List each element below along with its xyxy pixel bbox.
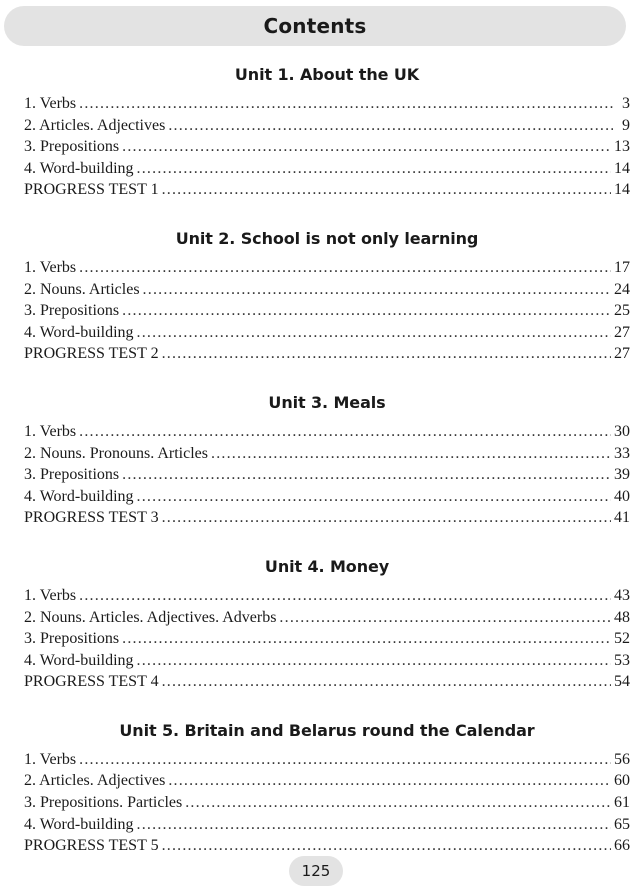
dot-leader	[79, 585, 611, 607]
dot-leader	[137, 158, 611, 180]
dot-leader	[211, 443, 611, 465]
unit-title: Unit 4. Money	[264, 556, 390, 576]
toc-entry-label: 4. Word-building	[24, 487, 134, 505]
toc-entry-page: 52	[614, 630, 630, 648]
toc-entry-page: 17	[614, 258, 630, 276]
toc-entry-label: 4. Word-building	[24, 159, 134, 177]
toc-entry[interactable]	[24, 585, 630, 607]
page-number: 125	[289, 856, 343, 886]
toc-entry-label: PROGRESS TEST 5	[24, 837, 159, 855]
toc-entry-page: 53	[614, 651, 630, 669]
toc-entry-page: 27	[614, 345, 630, 363]
toc-entry-label: 2. Nouns. Articles	[24, 280, 140, 298]
page-title: Contents	[263, 14, 367, 38]
toc-entry[interactable]	[24, 749, 630, 771]
toc-entry[interactable]	[24, 792, 630, 814]
toc-entry-label: 3. Prepositions	[24, 302, 120, 320]
toc-entry[interactable]	[24, 671, 630, 693]
dot-leader	[122, 136, 611, 158]
dot-leader	[122, 464, 611, 486]
toc-entry[interactable]	[24, 93, 630, 115]
dot-leader	[122, 300, 611, 322]
toc-entry[interactable]	[24, 770, 630, 792]
dot-leader	[185, 792, 611, 814]
toc-entry-label: 3. Prepositions	[24, 630, 120, 648]
toc-entry-label: PROGRESS TEST 2	[24, 345, 159, 363]
toc-entry[interactable]	[24, 814, 630, 836]
dot-leader	[162, 343, 611, 365]
toc-entry-page: 14	[614, 159, 630, 177]
table-of-contents	[24, 62, 630, 857]
toc-entry[interactable]	[24, 650, 630, 672]
dot-leader	[137, 322, 611, 344]
toc-entry[interactable]	[24, 628, 630, 650]
dot-leader	[162, 179, 611, 201]
toc-entry-page: 9	[622, 116, 630, 134]
toc-entry[interactable]	[24, 835, 630, 857]
toc-entry[interactable]	[24, 279, 630, 301]
dot-leader	[168, 770, 611, 792]
toc-entry-page: 54	[614, 673, 630, 691]
toc-entry[interactable]	[24, 115, 630, 137]
unit-title: Unit 5. Britain and Belarus round the Calendar	[119, 720, 535, 740]
toc-entry-page: 61	[614, 794, 630, 812]
dot-leader	[162, 507, 611, 529]
toc-entry-page: 40	[614, 487, 630, 505]
toc-entry-page: 66	[614, 837, 630, 855]
section-spacer	[24, 529, 630, 554]
toc-entry-label: 1. Verbs	[24, 422, 77, 440]
toc-entry[interactable]	[24, 158, 630, 180]
toc-entry-page: 60	[614, 772, 630, 790]
dot-leader	[79, 749, 611, 771]
toc-entry-page: 41	[614, 509, 630, 527]
toc-entry-label: PROGRESS TEST 1	[24, 181, 159, 199]
toc-entry-label: PROGRESS TEST 4	[24, 673, 159, 691]
toc-entry-page: 14	[614, 181, 630, 199]
dot-leader	[79, 93, 613, 115]
section-spacer	[24, 201, 630, 226]
dot-leader	[137, 486, 611, 508]
dot-leader	[168, 115, 613, 137]
unit-section	[24, 62, 630, 201]
toc-entry-label: 3. Prepositions	[24, 138, 120, 156]
toc-entry[interactable]	[24, 300, 630, 322]
toc-entry[interactable]	[24, 257, 630, 279]
toc-entry[interactable]	[24, 421, 630, 443]
toc-entry-page: 56	[614, 750, 630, 768]
toc-entry-page: 65	[614, 815, 630, 833]
toc-entry-label: 3. Prepositions	[24, 466, 120, 484]
toc-entry-label: 4. Word-building	[24, 323, 134, 341]
contents-header	[4, 6, 626, 46]
toc-entry-label: 1. Verbs	[24, 95, 77, 112]
section-spacer	[24, 693, 630, 718]
toc-entry-label: 2. Articles. Adjectives	[24, 116, 166, 134]
toc-entry-label: 1. Verbs	[24, 750, 77, 768]
toc-entry-label: 2. Nouns. Pronouns. Articles	[24, 444, 208, 462]
toc-entry-page: 24	[614, 280, 630, 298]
dot-leader	[122, 628, 611, 650]
toc-entry[interactable]	[24, 343, 630, 365]
toc-entry[interactable]	[24, 507, 630, 529]
unit-title: Unit 3. Meals	[268, 392, 386, 412]
toc-entry-label: 4. Word-building	[24, 651, 134, 669]
toc-entry[interactable]	[24, 322, 630, 344]
toc-entry-page: 33	[614, 444, 630, 462]
toc-entry[interactable]	[24, 179, 630, 201]
toc-entry-page: 13	[614, 138, 630, 156]
toc-entry-label: PROGRESS TEST 3	[24, 509, 159, 527]
toc-entry-page: 43	[614, 586, 630, 604]
toc-entry-label: 1. Verbs	[24, 586, 77, 604]
dot-leader	[162, 835, 611, 857]
toc-entry[interactable]	[24, 486, 630, 508]
dot-leader	[279, 607, 611, 629]
toc-entry-label: 1. Verbs	[24, 258, 77, 276]
unit-title: Unit 2. School is not only learning	[175, 228, 479, 248]
unit-section	[24, 554, 630, 693]
dot-leader	[137, 650, 611, 672]
toc-entry-label: 4. Word-building	[24, 815, 134, 833]
toc-entry-label: 2. Nouns. Articles. Adjectives. Adverbs	[24, 608, 277, 626]
unit-section	[24, 226, 630, 365]
unit-title: Unit 1. About the UK	[234, 65, 420, 84]
toc-entry-page: 48	[614, 608, 630, 626]
toc-entry-label: 2. Articles. Adjectives	[24, 772, 166, 790]
toc-entry[interactable]	[24, 136, 630, 158]
dot-leader	[143, 279, 611, 301]
toc-entry-page: 39	[614, 466, 630, 484]
toc-entry[interactable]	[24, 443, 630, 465]
unit-section	[24, 390, 630, 529]
dot-leader	[137, 814, 611, 836]
toc-entry[interactable]	[24, 464, 630, 486]
toc-entry-page: 3	[622, 95, 630, 112]
dot-leader	[79, 421, 611, 443]
toc-entry-label: 3. Prepositions. Particles	[24, 794, 183, 812]
toc-entry-page: 27	[614, 323, 630, 341]
section-spacer	[24, 365, 630, 390]
dot-leader	[79, 257, 611, 279]
toc-entry[interactable]	[24, 607, 630, 629]
toc-entry-page: 25	[614, 302, 630, 320]
unit-section	[24, 718, 630, 857]
toc-entry-page: 30	[614, 422, 630, 440]
dot-leader	[162, 671, 611, 693]
